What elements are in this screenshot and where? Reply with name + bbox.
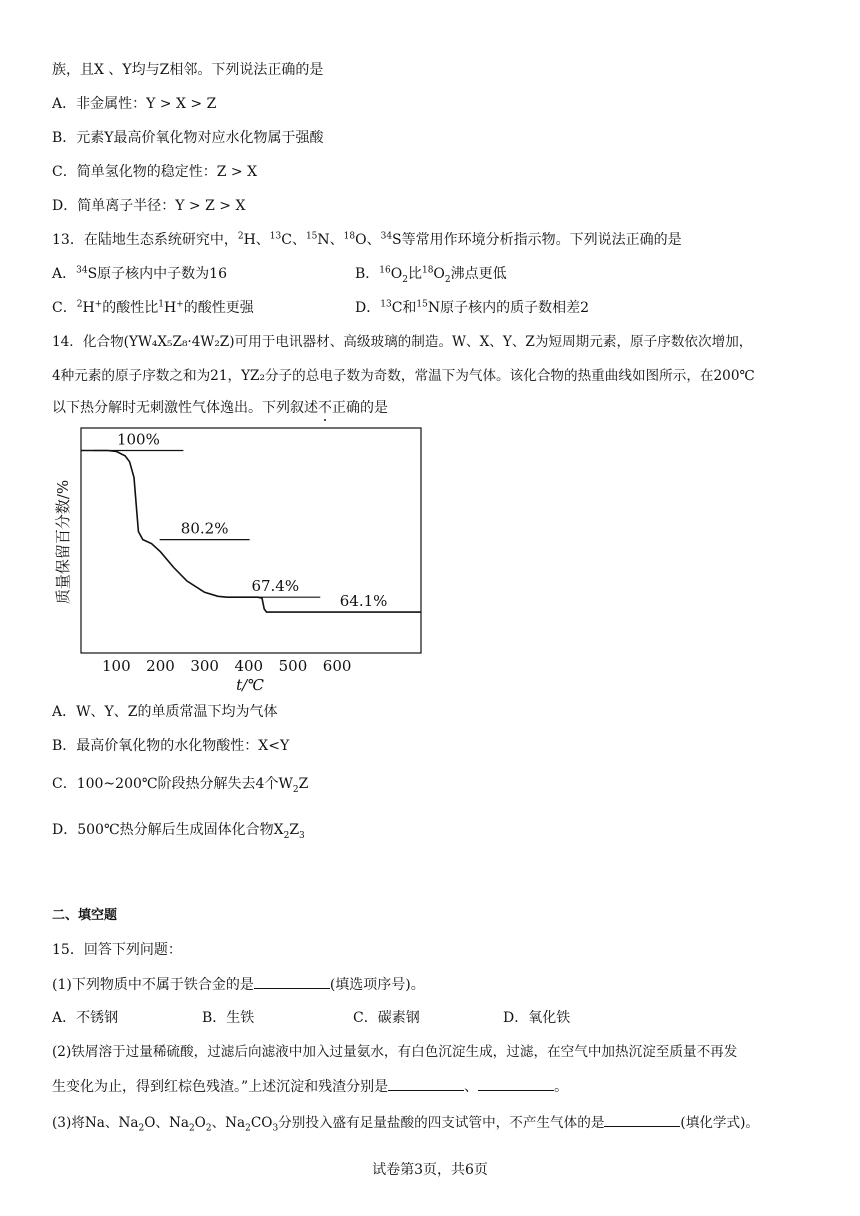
isotope-mass-number: 15 — [305, 231, 318, 242]
answer-blank — [478, 1076, 554, 1091]
q15-option-a: A．不锈钢 — [52, 1010, 119, 1026]
q14-stem-line3: 以下热分解时无刺激性气体逸出。下列叙述不正确的是 — [52, 400, 388, 416]
q15-option-b: B．生铁 — [202, 1010, 255, 1026]
x-tick-label: 300 — [190, 657, 219, 675]
annotation-label: 80.2% — [180, 519, 229, 538]
q15-stem: 15．回答下列问题： — [52, 942, 182, 958]
q12-option-a: A．非金属性：Y > X > Z — [52, 96, 217, 112]
q12-intro: 族，且X 、Y均与Z相邻。下列说法正确的是 — [52, 62, 324, 78]
annotation-label: 67.4% — [251, 577, 300, 596]
x-tick-label: 400 — [234, 657, 264, 675]
y-axis-label: 质量保留百分数/% — [54, 479, 72, 605]
q14-option-a: A．W、Y、Z的单质常温下均为气体 — [52, 704, 278, 720]
isotope-element: C — [281, 232, 292, 248]
q14-option-d: D．500℃热分解后生成固体化合物$X_2Z_3$ — [52, 822, 305, 841]
q13-option-c: C．$^2$H+的酸性比$^1$H+的酸性更强 — [52, 299, 254, 316]
q15-part2-line2: 生变化为止，得到红棕色残渣。”上述沉淀和残渣分别是 、 。 — [52, 1076, 568, 1097]
q14-stem-line1: 14．化合物(YW₄X₅Z₈·4W₂Z)可用于电讯器材、高级玻璃的制造。W、X、Y、Z为短周期元素，原子序数依次增加， — [52, 334, 753, 350]
q14-option-b: B．最高价氧化物的水化物酸性：X<Y — [52, 738, 290, 754]
q15-option-d: D．氧化铁 — [503, 1010, 571, 1026]
q13-isotope-list — [238, 232, 402, 248]
section-heading: 二、填空题 — [52, 908, 118, 923]
q13-option-a: A．$^{34}$S原子核内中子数为16 — [52, 265, 227, 282]
emphasis-dot: 不 — [318, 400, 332, 416]
annotation-label: 64.1% — [339, 592, 388, 611]
annotation-label: 100% — [116, 430, 160, 449]
q13-option-b: B．$^{16}O_2$比$^{18}O_2$沸点更低 — [355, 265, 507, 285]
x-tick-label: 500 — [278, 657, 308, 675]
x-tick-label: 200 — [146, 657, 175, 675]
page-footer: 试卷第3页，共6页 — [372, 1162, 488, 1178]
chart-plot-frame — [81, 428, 421, 653]
isotope-element: H — [243, 232, 256, 248]
isotope-element: N — [317, 232, 330, 248]
q13-option-d: D．$^{13}$C和$^{15}$N原子核内的质子数相差2 — [355, 299, 590, 316]
isotope-element: S — [392, 232, 402, 248]
x-axis-label: t/℃ — [236, 676, 264, 694]
separator: 、 — [291, 232, 306, 248]
q13-stem: 13．在陆地生态系统研究中，$^2$H、$^{13}$C、$^{15}$N、$^{18}$O、$^{34}$S等常用作环境分析指示物。下列说法正确的是 — [52, 231, 682, 248]
q15-part2-line1: (2)铁屑溶于过量稀硫酸，过滤后向滤液中加入过量氨水，有白色沉淀生成，过滤，在空气中加热沉淀至质量不再发 — [52, 1044, 738, 1060]
isotope-mass-number: 2 — [237, 231, 244, 242]
separator: 、 — [329, 232, 344, 248]
q14-option-c: C．100~200℃阶段热分解失去4个$W_2Z$ — [52, 776, 309, 795]
isotope-element: O — [355, 232, 367, 248]
q15-part3: (3)将Na、$Na_2O$、$Na_2O_2$、$Na_2CO_3$分别投入盛有足量盐酸的四支试管中，不产生气体的是 (填化学式)。 — [52, 1112, 759, 1133]
q12-option-c: C．简单氢化物的稳定性：Z > X — [52, 164, 258, 180]
answer-blank — [254, 974, 330, 989]
q12-option-b: B．元素Y最高价氧化物对应水化物属于强酸 — [52, 130, 324, 146]
answer-blank — [604, 1112, 680, 1127]
separator: 、 — [366, 232, 381, 248]
isotope-mass-number: 34 — [380, 231, 393, 242]
x-tick-labels — [102, 657, 351, 675]
isotope-mass-number: 13 — [269, 231, 282, 242]
x-tick-label: 100 — [102, 657, 131, 675]
separator: 、 — [255, 232, 270, 248]
q15-option-c: C．碳素钢 — [353, 1010, 420, 1026]
isotope-mass-number: 18 — [343, 231, 356, 242]
thermogravimetric-chart — [50, 420, 430, 695]
q12-option-d: D．简单离子半径：Y > Z > X — [52, 198, 246, 214]
x-tick-label: 600 — [322, 657, 352, 675]
q15-part1: (1)下列物质中不属于铁合金的是 (填选项序号)。 — [52, 974, 425, 995]
q14-stem-line2: 4种元素的原子序数之和为21，YZ₂分子的总电子数为奇数，常温下为气体。该化合物的热重曲线如图所示，在200℃ — [52, 368, 755, 384]
answer-blank — [388, 1076, 464, 1091]
